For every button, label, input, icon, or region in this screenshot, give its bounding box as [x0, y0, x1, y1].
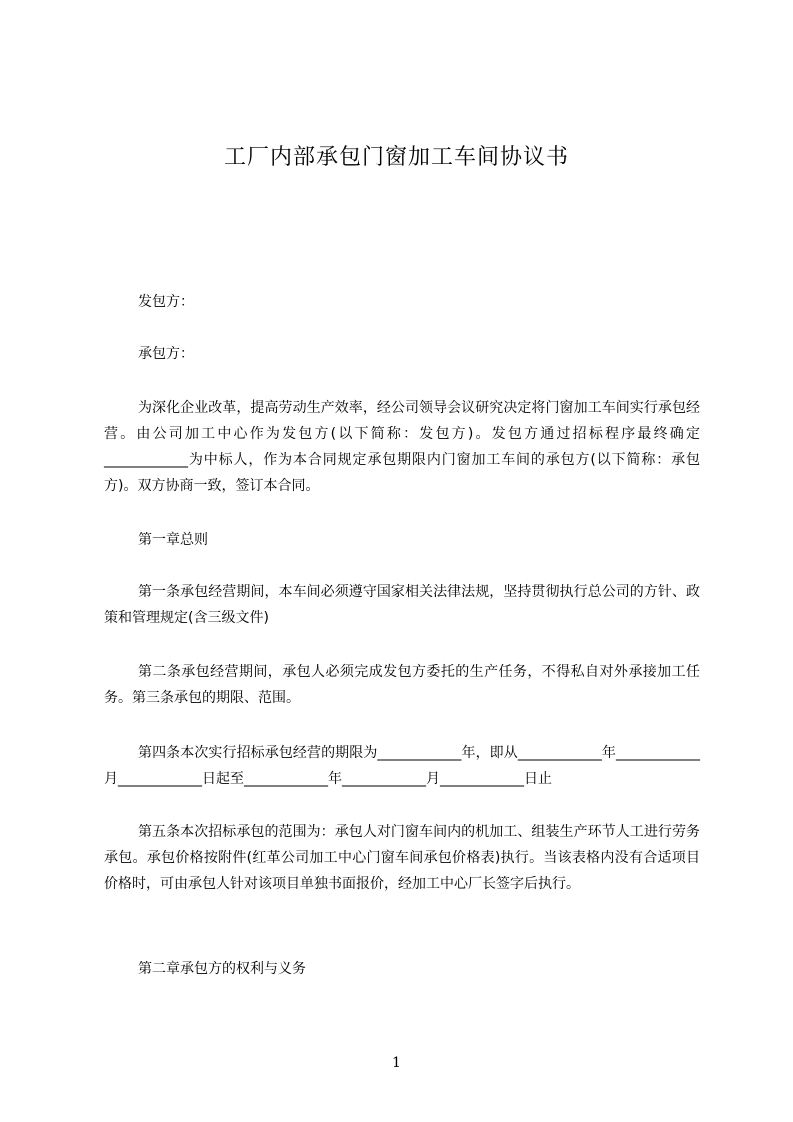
article-4-paragraph: 第四条本次实行招标承包经营的期限为____________年，即从____________年____________月____________日起至____________年____________月____________日止 — [104, 745, 700, 787]
page-number: 1 — [392, 1055, 401, 1071]
article-2-3-paragraph: 第二条承包经营期间，承包人必须完成发包方委托的生产任务，不得私自对外承接加工任务。第三条承包的期限、范围。 — [104, 664, 700, 706]
chapter-1-heading: 第一章总则 — [138, 532, 208, 548]
party-a-line: 发包方： — [138, 294, 194, 310]
party-b-line: 承包方： — [138, 346, 194, 362]
article-1-paragraph: 第一条承包经营期间，本车间必须遵守国家相关法律法规，坚持贯彻执行总公司的方针、政策和管理规定(含三级文件) — [104, 584, 700, 626]
document-title: 工厂内部承包门窗加工车间协议书 — [223, 145, 569, 170]
preamble-paragraph: 为深化企业改革，提高劳动生产效率，经公司领导会议研究决定将门窗加工车间实行承包经营。由公司加工中心作为发包方(以下简称：发包方)。发包方通过招标程序最终确定____________为中标人，作为本合同规定承包期限内门窗加工车间的承包方(以下简称：承包方)。双方协商一致，签订本合同。 — [104, 400, 700, 494]
chapter-2-heading: 第二章承包方的权利与义务 — [138, 961, 306, 977]
article-5-paragraph: 第五条本次招标承包的范围为：承包人对门窗车间内的机加工、组装生产环节人工进行劳务承包。承包价格按附件(红革公司加工中心门窗车间承包价格表)执行。当该表格内没有合适项目价格时，可由承包人针对该项目单独书面报价，经加工中心厂长签字后执行。 — [104, 824, 700, 892]
